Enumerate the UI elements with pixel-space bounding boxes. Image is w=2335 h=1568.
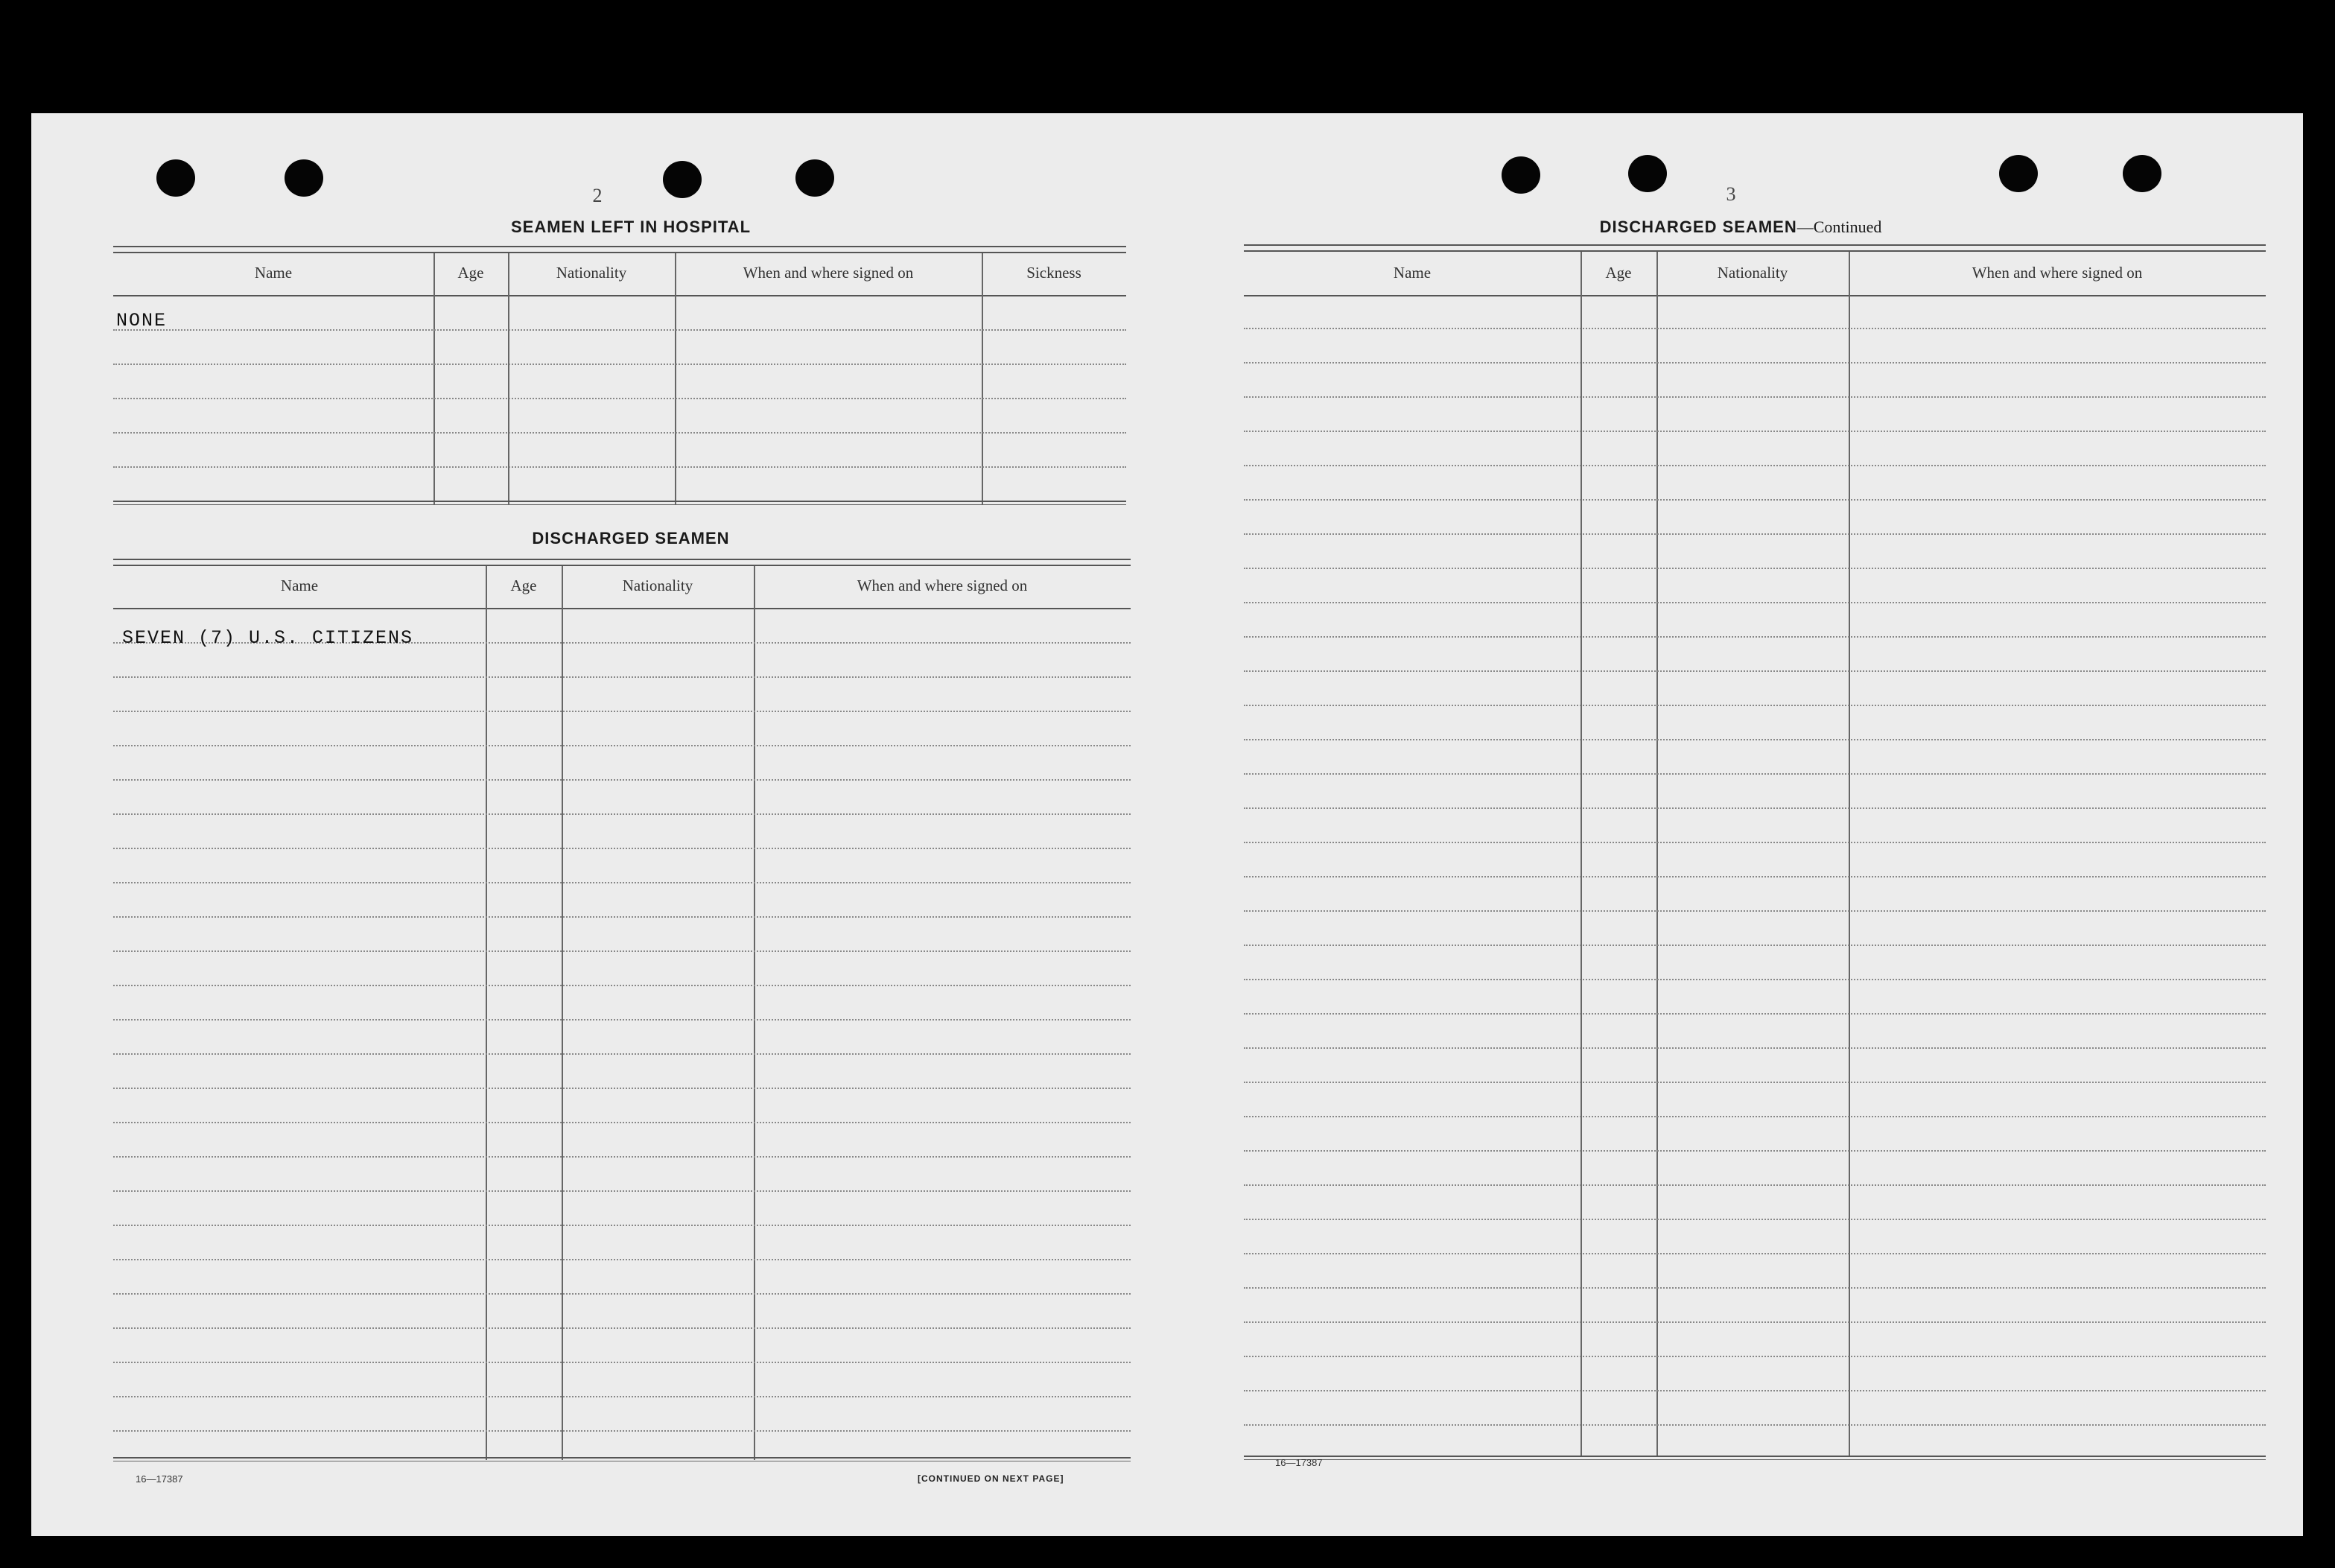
row-line xyxy=(113,1225,1131,1226)
column-header-name: Name xyxy=(1393,264,1432,282)
row-line xyxy=(113,985,1131,986)
row-line xyxy=(113,813,1131,815)
row-line xyxy=(1244,705,2266,706)
row-line xyxy=(1244,1424,2266,1426)
row-line xyxy=(113,1190,1131,1192)
row-line xyxy=(1244,773,2266,775)
row-line xyxy=(1244,945,2266,946)
document-sheet xyxy=(31,113,2303,1536)
row-line xyxy=(1244,602,2266,603)
page-number-right: 3 xyxy=(1726,183,1736,205)
row-line xyxy=(1244,431,2266,432)
row-line xyxy=(113,398,1126,399)
hospital-entry-typed: NONE xyxy=(116,310,168,331)
discharged-continued-title xyxy=(1245,218,2236,237)
row-line xyxy=(1244,1253,2266,1254)
table-bottom-rule xyxy=(1244,1456,2266,1460)
row-line xyxy=(1244,1013,2266,1015)
row-line xyxy=(113,432,1126,434)
column-header-signed-on: When and where signed on xyxy=(857,577,1028,594)
row-line xyxy=(1244,1287,2266,1289)
row-line xyxy=(1244,1184,2266,1186)
row-line xyxy=(113,1053,1131,1055)
row-line xyxy=(1244,636,2266,638)
discharged-continued-title-suffix: —Continued xyxy=(1796,218,1882,236)
column-header-nationality: Nationality xyxy=(556,264,627,282)
page-number-left: 2 xyxy=(592,185,603,206)
row-line xyxy=(1244,807,2266,809)
column-header-age: Age xyxy=(1605,264,1632,282)
row-line xyxy=(113,1293,1131,1295)
row-line xyxy=(113,1327,1131,1329)
row-line xyxy=(113,1019,1131,1021)
column-divider xyxy=(754,566,755,1460)
row-line xyxy=(1244,465,2266,466)
table-top-rule xyxy=(1244,244,2266,252)
row-line xyxy=(113,882,1131,883)
header-divider xyxy=(113,608,1131,609)
column-header-name: Name xyxy=(254,264,293,282)
column-header-nationality: Nationality xyxy=(1717,264,1788,282)
punch-hole xyxy=(1999,155,2038,192)
row-line xyxy=(1244,876,2266,877)
row-line xyxy=(1244,1116,2266,1117)
row-line xyxy=(113,1259,1131,1260)
row-line xyxy=(113,779,1131,781)
row-line xyxy=(113,676,1131,678)
row-line xyxy=(1244,910,2266,912)
row-line xyxy=(113,745,1131,746)
column-divider xyxy=(1656,252,1658,1457)
column-header-age: Age xyxy=(510,577,537,594)
form-code-left: 16—17387 xyxy=(136,1473,183,1485)
row-line xyxy=(113,1362,1131,1363)
row-line xyxy=(113,364,1126,365)
row-line xyxy=(113,950,1131,952)
row-line xyxy=(1244,396,2266,398)
row-line xyxy=(113,1088,1131,1089)
table-bottom-rule xyxy=(113,1457,1131,1461)
row-line xyxy=(1244,1082,2266,1083)
row-line xyxy=(1244,1047,2266,1049)
punch-hole xyxy=(663,161,702,198)
row-line xyxy=(1244,979,2266,980)
punch-hole xyxy=(156,159,195,197)
row-line xyxy=(1244,362,2266,364)
row-line xyxy=(1244,1390,2266,1391)
row-line xyxy=(113,1122,1131,1123)
discharged-section-title: DISCHARGED SEAMEN xyxy=(532,529,730,547)
row-line xyxy=(1244,1150,2266,1152)
row-line xyxy=(1244,499,2266,501)
header-divider xyxy=(113,295,1126,296)
discharged-continued-title-main: DISCHARGED SEAMEN xyxy=(1599,218,1797,236)
row-line xyxy=(1244,328,2266,329)
row-line xyxy=(1244,1219,2266,1220)
row-line xyxy=(1244,533,2266,535)
row-line xyxy=(113,1430,1131,1432)
column-header-sickness: Sickness xyxy=(1026,264,1081,282)
punch-hole xyxy=(285,159,323,197)
table-top-rule xyxy=(113,246,1126,253)
punch-hole xyxy=(1502,156,1540,194)
row-line xyxy=(1244,1321,2266,1323)
continued-note: [CONTINUED ON NEXT PAGE] xyxy=(918,1473,1064,1484)
row-line xyxy=(1244,842,2266,843)
row-line xyxy=(113,329,1126,331)
column-divider xyxy=(1849,252,1850,1457)
table-bottom-rule xyxy=(113,501,1126,505)
punch-hole xyxy=(1628,155,1667,192)
hospital-table xyxy=(113,246,1126,511)
column-header-signed-on: When and where signed on xyxy=(1972,264,2143,282)
row-line xyxy=(113,466,1126,468)
row-line xyxy=(113,1156,1131,1158)
column-header-age: Age xyxy=(457,264,484,282)
row-line xyxy=(113,916,1131,918)
column-header-nationality: Nationality xyxy=(622,577,693,594)
row-line xyxy=(1244,1356,2266,1357)
punch-hole xyxy=(795,159,834,197)
row-line xyxy=(113,711,1131,712)
header-divider xyxy=(1244,295,2266,296)
punch-hole xyxy=(2123,155,2161,192)
column-divider xyxy=(486,566,487,1460)
column-divider xyxy=(562,566,563,1460)
column-divider xyxy=(1581,252,1582,1457)
discharged-table xyxy=(113,559,1131,1469)
column-header-name: Name xyxy=(280,577,319,594)
discharged-entry-typed: SEVEN (7) U.S. CITIZENS xyxy=(122,627,414,649)
row-line xyxy=(113,848,1131,849)
row-line xyxy=(113,1396,1131,1397)
hospital-section-title: SEAMEN LEFT IN HOSPITAL xyxy=(510,218,752,236)
row-line xyxy=(1244,670,2266,672)
column-header-signed-on: When and where signed on xyxy=(743,264,914,282)
discharged-continued-table xyxy=(1244,244,2266,1463)
row-line xyxy=(1244,568,2266,569)
form-code-right: 16—17387 xyxy=(1275,1457,1323,1468)
table-top-rule xyxy=(113,559,1131,566)
row-line xyxy=(1244,739,2266,740)
